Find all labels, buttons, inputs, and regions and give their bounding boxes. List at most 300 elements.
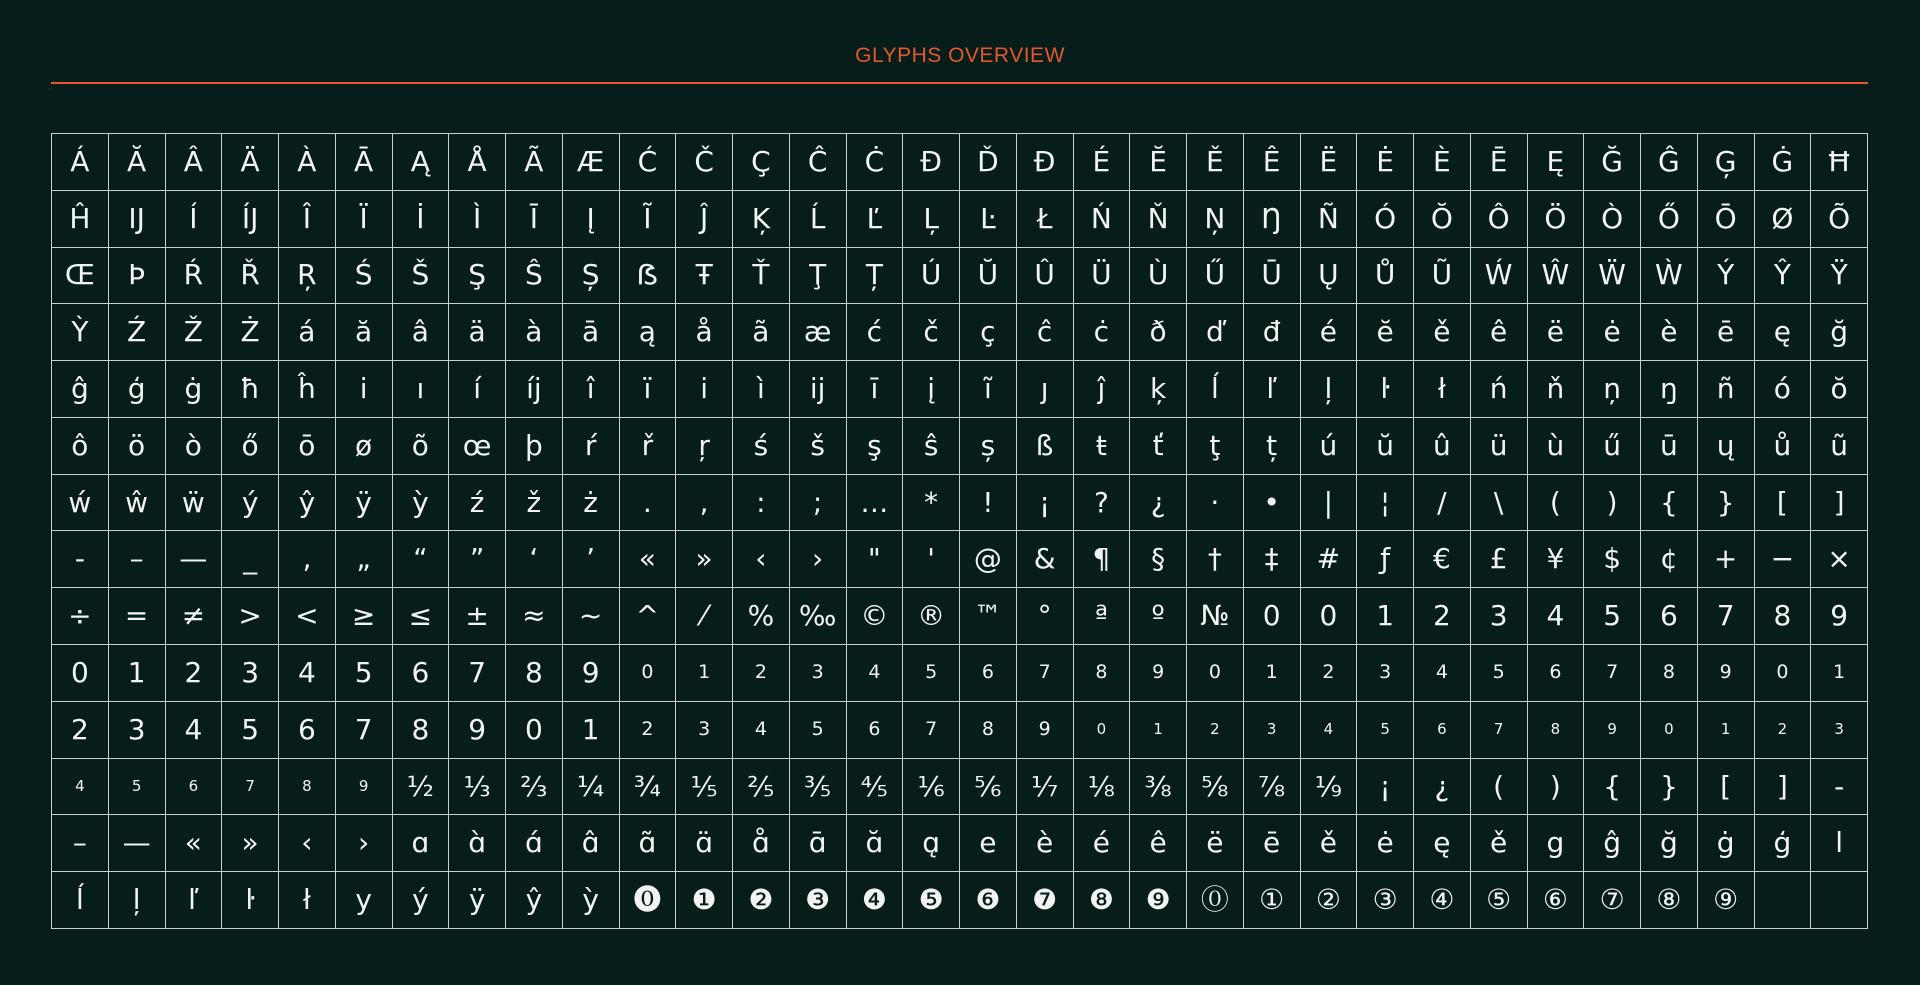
glyph-cell: ó bbox=[1755, 361, 1812, 418]
glyph-cell: 7 bbox=[222, 759, 279, 816]
glyph-cell: Ġ bbox=[1755, 134, 1812, 191]
glyph-cell: 0 bbox=[1301, 588, 1358, 645]
glyph-cell: ‘ bbox=[506, 531, 563, 588]
glyph-cell: × bbox=[1811, 531, 1868, 588]
glyph-cell: ③ bbox=[1357, 872, 1414, 929]
glyph-cell: 2 bbox=[1187, 702, 1244, 759]
glyph-cell: + bbox=[1698, 531, 1755, 588]
glyph-cell: ⅘ bbox=[847, 759, 904, 816]
glyph-cell: ” bbox=[449, 531, 506, 588]
glyph-cell: ß bbox=[1017, 418, 1074, 475]
glyph-cell: ’ bbox=[563, 531, 620, 588]
glyph-cell: ï bbox=[620, 361, 677, 418]
glyph-cell: / bbox=[1414, 475, 1471, 532]
glyph-cell: Ĩ bbox=[620, 191, 677, 248]
glyph-cell: ^ bbox=[620, 588, 677, 645]
glyph-cell: Ļ bbox=[903, 191, 960, 248]
glyph-cell: 3 bbox=[1471, 588, 1528, 645]
glyph-cell: … bbox=[847, 475, 904, 532]
glyph-cell: ª bbox=[1074, 588, 1131, 645]
glyph-cell: đ bbox=[1244, 304, 1301, 361]
glyph-cell: 2 bbox=[1301, 645, 1358, 702]
glyph-cell: Ç bbox=[733, 134, 790, 191]
glyph-cell: ŧ bbox=[1074, 418, 1131, 475]
glyph-cell: ) bbox=[1528, 759, 1585, 816]
glyph-cell: ŕ bbox=[563, 418, 620, 475]
glyph-cell: Ű bbox=[1187, 248, 1244, 305]
glyph-cell: ɑ̂ bbox=[563, 815, 620, 872]
glyph-cell: 6 bbox=[1528, 645, 1585, 702]
glyph-cell: ĺ bbox=[1187, 361, 1244, 418]
glyph-cell: ¾ bbox=[620, 759, 677, 816]
glyph-cell: ẞ bbox=[620, 248, 677, 305]
glyph-cell: ® bbox=[903, 588, 960, 645]
glyph-cell: ļ bbox=[1301, 361, 1358, 418]
glyph-cell: Ù bbox=[1130, 248, 1187, 305]
glyph-cell: 9 bbox=[1130, 645, 1187, 702]
glyph-cell: ì bbox=[733, 361, 790, 418]
glyph-cell: Ŏ bbox=[1414, 191, 1471, 248]
glyph-cell: ĺ bbox=[52, 872, 109, 929]
glyph-cell: ũ bbox=[1811, 418, 1868, 475]
glyph-cell: ¿ bbox=[1130, 475, 1187, 532]
glyph-cell: 8 bbox=[506, 645, 563, 702]
glyph-cell: 6 bbox=[393, 645, 450, 702]
glyph-cell: ? bbox=[1074, 475, 1131, 532]
glyph-cell: ỳ bbox=[563, 872, 620, 929]
glyph-cell: 3 bbox=[790, 645, 847, 702]
glyph-cell: Ĳ bbox=[109, 191, 166, 248]
glyph-cell: 4 bbox=[733, 702, 790, 759]
glyph-cell: ð bbox=[1130, 304, 1187, 361]
glyph-cell: 4 bbox=[52, 759, 109, 816]
glyph-cell: ɑ̃ bbox=[620, 815, 677, 872]
glyph-cell: Ĺ bbox=[790, 191, 847, 248]
glyph-cell: ‹ bbox=[733, 531, 790, 588]
glyph-cell: Ẃ bbox=[1471, 248, 1528, 305]
glyph-cell: ẅ bbox=[166, 475, 223, 532]
glyph-cell: 1 bbox=[563, 702, 620, 759]
glyph-cell: ø bbox=[336, 418, 393, 475]
glyph-cell: Ó bbox=[1357, 191, 1414, 248]
glyph-cell: ğ bbox=[1641, 815, 1698, 872]
glyph-cell: Ö bbox=[1528, 191, 1585, 248]
glyph-cell: 6 bbox=[279, 702, 336, 759]
glyph-cell: ŷ bbox=[279, 475, 336, 532]
glyph-cell: ł bbox=[279, 872, 336, 929]
glyph-cell: - bbox=[52, 531, 109, 588]
glyph-cell: Ț bbox=[847, 248, 904, 305]
glyph-cell: ų bbox=[1698, 418, 1755, 475]
glyph-cell: ò bbox=[166, 418, 223, 475]
glyph-cell: ⅙ bbox=[903, 759, 960, 816]
glyph-cell: ❽ bbox=[1074, 872, 1131, 929]
glyph-cell: 8 bbox=[1074, 645, 1131, 702]
glyph-cell: ❸ bbox=[790, 872, 847, 929]
page-title: GLYPHS OVERVIEW bbox=[855, 44, 1065, 67]
glyph-cell: ė bbox=[1357, 815, 1414, 872]
glyph-cell: íj bbox=[506, 361, 563, 418]
glyph-cell: 2 bbox=[1755, 702, 1812, 759]
glyph-cell: þ bbox=[506, 418, 563, 475]
glyph-cell: 2 bbox=[733, 645, 790, 702]
glyph-cell: y bbox=[336, 872, 393, 929]
glyph-cell: 4 bbox=[1301, 702, 1358, 759]
glyph-cell: 8 bbox=[1641, 645, 1698, 702]
glyph-cell: « bbox=[166, 815, 223, 872]
glyph-cell: œ bbox=[449, 418, 506, 475]
glyph-cell: İ bbox=[393, 191, 450, 248]
glyph-cell: º bbox=[1130, 588, 1187, 645]
glyph-cell: ] bbox=[1811, 475, 1868, 532]
glyph-cell: ❷ bbox=[733, 872, 790, 929]
glyph-cell: 0 bbox=[1641, 702, 1698, 759]
glyph-cell: 1 bbox=[1698, 702, 1755, 759]
glyph-cell: ġ bbox=[166, 361, 223, 418]
glyph-cell: ɑ̆ bbox=[847, 815, 904, 872]
glyph-cell: , bbox=[676, 475, 733, 532]
glyph-cell: 0 bbox=[506, 702, 563, 759]
glyph-cell: 1 bbox=[676, 645, 733, 702]
glyph-cell: ș bbox=[960, 418, 1017, 475]
glyph-cell: ¿ bbox=[1414, 759, 1471, 816]
glyph-cell: Ě bbox=[1187, 134, 1244, 191]
glyph-cell: - bbox=[1811, 759, 1868, 816]
glyph-cell: 0 bbox=[1187, 645, 1244, 702]
glyph-cell: ô bbox=[52, 418, 109, 475]
glyph-cell: † bbox=[1187, 531, 1244, 588]
glyph-cell: 7 bbox=[903, 702, 960, 759]
glyph-cell: ë bbox=[1528, 304, 1585, 361]
glyph-cell: | bbox=[1301, 475, 1358, 532]
glyph-cell: & bbox=[1017, 531, 1074, 588]
glyph-cell: ‡ bbox=[1244, 531, 1301, 588]
glyph-cell: Ū bbox=[1244, 248, 1301, 305]
glyph-cell: ń bbox=[1471, 361, 1528, 418]
glyph-cell: ¡ bbox=[1017, 475, 1074, 532]
glyph-cell: 8 bbox=[1755, 588, 1812, 645]
glyph-cell: : bbox=[733, 475, 790, 532]
glyph-cell: ğ bbox=[1811, 304, 1868, 361]
glyph-cell: ❶ bbox=[676, 872, 733, 929]
glyph-cell: Ș bbox=[563, 248, 620, 305]
glyph-cell: “ bbox=[393, 531, 450, 588]
glyph-cell: ¼ bbox=[563, 759, 620, 816]
glyph-cell: 4 bbox=[1528, 588, 1585, 645]
glyph-cell: ū bbox=[1641, 418, 1698, 475]
glyph-cell: Ĝ bbox=[1641, 134, 1698, 191]
glyph-cell: Ŭ bbox=[960, 248, 1017, 305]
glyph-cell: 4 bbox=[279, 645, 336, 702]
glyph-cell: ❼ bbox=[1017, 872, 1074, 929]
glyph-cell: ņ bbox=[1584, 361, 1641, 418]
glyph-cell: Ħ bbox=[1811, 134, 1868, 191]
glyph-cell: ❹ bbox=[847, 872, 904, 929]
glyph-cell: 8 bbox=[1528, 702, 1585, 759]
glyph-cell: ŭ bbox=[1357, 418, 1414, 475]
glyph-cell: − bbox=[1755, 531, 1812, 588]
glyph-cell: e bbox=[960, 815, 1017, 872]
glyph-cell: » bbox=[222, 815, 279, 872]
glyph-cell: ż bbox=[563, 475, 620, 532]
glyph-cell: 2 bbox=[1414, 588, 1471, 645]
glyph-cell: ë bbox=[1187, 815, 1244, 872]
glyph-cell: Ń bbox=[1074, 191, 1131, 248]
glyph-cell: „ bbox=[336, 531, 393, 588]
glyph-cell: Ŷ bbox=[1755, 248, 1812, 305]
glyph-cell: Ů bbox=[1357, 248, 1414, 305]
glyph-cell: 4 bbox=[166, 702, 223, 759]
glyph-cell: ą bbox=[620, 304, 677, 361]
glyph-cell: Ŀ bbox=[960, 191, 1017, 248]
glyph-cell: ê bbox=[1471, 304, 1528, 361]
glyph-cell: š bbox=[790, 418, 847, 475]
glyph-cell: ě bbox=[1414, 304, 1471, 361]
glyph-cell: ~ bbox=[563, 588, 620, 645]
glyph-cell: ⓪ bbox=[1187, 872, 1244, 929]
glyph-cell: é bbox=[1074, 815, 1131, 872]
glyph-cell: ę bbox=[1755, 304, 1812, 361]
glyph-cell: ů bbox=[1755, 418, 1812, 475]
glyph-cell: ❻ bbox=[960, 872, 1017, 929]
glyph-cell: 8 bbox=[393, 702, 450, 759]
glyph-cell: 9 bbox=[1584, 702, 1641, 759]
glyph-cell: ⅞ bbox=[1244, 759, 1301, 816]
glyph-cell: ÍJ bbox=[222, 191, 279, 248]
glyph-cell: 1 bbox=[1357, 588, 1414, 645]
glyph-cell: Ģ bbox=[1698, 134, 1755, 191]
glyph-cell: ę bbox=[1414, 815, 1471, 872]
glyph-cell: ⅕ bbox=[676, 759, 733, 816]
glyph-cell: 5 bbox=[790, 702, 847, 759]
glyph-cell: ⅔ bbox=[506, 759, 563, 816]
glyph-cell: ① bbox=[1244, 872, 1301, 929]
glyph-cell: ¡ bbox=[1357, 759, 1414, 816]
glyph-cell: ] bbox=[1755, 759, 1812, 816]
glyph-cell: č bbox=[903, 304, 960, 361]
glyph-cell: 5 bbox=[1584, 588, 1641, 645]
glyph-cell: ě bbox=[1471, 815, 1528, 872]
glyph-cell: } bbox=[1641, 759, 1698, 816]
glyph-cell: ř bbox=[620, 418, 677, 475]
glyph-cell: ĝ bbox=[52, 361, 109, 418]
glyph-cell: Ñ bbox=[1301, 191, 1358, 248]
glyph-cell: › bbox=[790, 531, 847, 588]
glyph-cell: ž bbox=[506, 475, 563, 532]
glyph-cell: î bbox=[563, 361, 620, 418]
glyph-cell: @ bbox=[960, 531, 1017, 588]
glyph-cell: 5 bbox=[109, 759, 166, 816]
glyph-cell: ‚ bbox=[279, 531, 336, 588]
glyph-cell: ħ bbox=[222, 361, 279, 418]
glyph-cell: ❾ bbox=[1130, 872, 1187, 929]
glyph-cell: Î bbox=[279, 191, 336, 248]
glyph-cell: 0 bbox=[1755, 645, 1812, 702]
glyph-cell: ō bbox=[279, 418, 336, 475]
glyph-cell: Ę bbox=[1528, 134, 1585, 191]
glyph-cell: ⑨ bbox=[1698, 872, 1755, 929]
glyph-cell: 0 bbox=[52, 645, 109, 702]
glyph-cell: 5 bbox=[903, 645, 960, 702]
glyph-cell: ŀ bbox=[222, 872, 279, 929]
glyph-cell: \ bbox=[1471, 475, 1528, 532]
glyph-cell: ⅓ bbox=[449, 759, 506, 816]
glyph-cell: Õ bbox=[1811, 191, 1868, 248]
glyph-cell: Ã bbox=[506, 134, 563, 191]
glyph-cell: ¥ bbox=[1528, 531, 1585, 588]
glyph-cell: ± bbox=[449, 588, 506, 645]
glyph-cell: ɑ̀ bbox=[449, 815, 506, 872]
glyph-cell: è bbox=[1017, 815, 1074, 872]
glyph-cell: 5 bbox=[1357, 702, 1414, 759]
glyph-cell: ) bbox=[1584, 475, 1641, 532]
glyph-cell: À bbox=[279, 134, 336, 191]
glyph-cell: [ bbox=[1755, 475, 1812, 532]
glyph-cell: _ bbox=[222, 531, 279, 588]
glyph-cell: Ņ bbox=[1187, 191, 1244, 248]
glyph-cell: Ţ bbox=[790, 248, 847, 305]
glyph-cell: 0 bbox=[1244, 588, 1301, 645]
glyph-cell: Ú bbox=[903, 248, 960, 305]
glyph-cell: ỳ bbox=[393, 475, 450, 532]
glyph-cell: Þ bbox=[109, 248, 166, 305]
glyph-cell: É bbox=[1074, 134, 1131, 191]
glyph-cell: ‰ bbox=[790, 588, 847, 645]
glyph-cell: ⅑ bbox=[1301, 759, 1358, 816]
glyph-cell: Ẅ bbox=[1584, 248, 1641, 305]
glyph-cell: 9 bbox=[1811, 588, 1868, 645]
glyph-cell: Ĉ bbox=[790, 134, 847, 191]
glyph-cell: i bbox=[676, 361, 733, 418]
glyph-cell: Ą bbox=[393, 134, 450, 191]
glyph-cell: • bbox=[1244, 475, 1301, 532]
glyph-cell: 9 bbox=[449, 702, 506, 759]
glyph-cell: Ł bbox=[1017, 191, 1074, 248]
glyph-cell: ĥ bbox=[279, 361, 336, 418]
glyph-cell: ț bbox=[1244, 418, 1301, 475]
glyph-cell: ( bbox=[1528, 475, 1585, 532]
glyph-cell: ÷ bbox=[52, 588, 109, 645]
glyph-cell: ŗ bbox=[676, 418, 733, 475]
glyph-cell: ŷ bbox=[506, 872, 563, 929]
glyph-cell: ŵ bbox=[109, 475, 166, 532]
glyph-cell: į bbox=[903, 361, 960, 418]
glyph-cell: ④ bbox=[1414, 872, 1471, 929]
glyph-cell: » bbox=[676, 531, 733, 588]
glyph-cell: Ř bbox=[222, 248, 279, 305]
glyph-cell: Á bbox=[52, 134, 109, 191]
glyph-cell: 5 bbox=[1471, 645, 1528, 702]
glyph-cell: Ï bbox=[336, 191, 393, 248]
glyph-cell: Ċ bbox=[847, 134, 904, 191]
glyph-cell: { bbox=[1584, 759, 1641, 816]
glyph-cell: ľ bbox=[1244, 361, 1301, 418]
glyph-cell: ② bbox=[1301, 872, 1358, 929]
glyph-cell: ½ bbox=[393, 759, 450, 816]
glyph-cell: ī bbox=[847, 361, 904, 418]
glyph-cell: 9 bbox=[1017, 702, 1074, 759]
glyph-cell: Į bbox=[563, 191, 620, 248]
glyph-cell: 9 bbox=[336, 759, 393, 816]
glyph-cell: { bbox=[1641, 475, 1698, 532]
title-divider bbox=[51, 82, 1868, 84]
glyph-cell: ≤ bbox=[393, 588, 450, 645]
glyph-cell: ⅗ bbox=[790, 759, 847, 816]
glyph-cell: ý bbox=[393, 872, 450, 929]
glyph-cell: 3 bbox=[1811, 702, 1868, 759]
glyph-cell: 7 bbox=[1017, 645, 1074, 702]
glyph-cell: Ž bbox=[166, 304, 223, 361]
glyph-cell: ° bbox=[1017, 588, 1074, 645]
glyph-cell: Ų bbox=[1301, 248, 1358, 305]
glyph-cell: — bbox=[166, 531, 223, 588]
glyph-cell: ċ bbox=[1074, 304, 1131, 361]
glyph-cell: . bbox=[620, 475, 677, 532]
glyph-cell: Ā bbox=[336, 134, 393, 191]
glyph-cell: ⁄ bbox=[676, 588, 733, 645]
glyph-cell: Ÿ bbox=[1811, 248, 1868, 305]
glyph-cell: > bbox=[222, 588, 279, 645]
glyph-cell: 8 bbox=[279, 759, 336, 816]
glyph-cell: ŝ bbox=[903, 418, 960, 475]
glyph-cell: ď bbox=[1187, 304, 1244, 361]
glyph-cell: ⑧ bbox=[1641, 872, 1698, 929]
glyph-cell: 8 bbox=[960, 702, 1017, 759]
glyph-cell: ⑤ bbox=[1471, 872, 1528, 929]
glyph-cell: 3 bbox=[1357, 645, 1414, 702]
glyph-cell: Ė bbox=[1357, 134, 1414, 191]
glyph-cell: ÿ bbox=[449, 872, 506, 929]
glyph-cell: È bbox=[1414, 134, 1471, 191]
glyph-cell: ! bbox=[960, 475, 1017, 532]
glyph-cell: – bbox=[52, 815, 109, 872]
glyph-cell: 6 bbox=[960, 645, 1017, 702]
glyph-cell: Æ bbox=[563, 134, 620, 191]
glyph-cell: 2 bbox=[52, 702, 109, 759]
glyph-cell: ƒ bbox=[1357, 531, 1414, 588]
glyph-cell: ❺ bbox=[903, 872, 960, 929]
glyph-cell: 1 bbox=[1811, 645, 1868, 702]
glyph-cell: ş bbox=[847, 418, 904, 475]
glyph-cell: Ŝ bbox=[506, 248, 563, 305]
glyph-cell: à bbox=[506, 304, 563, 361]
glyph-cell: Ż bbox=[222, 304, 279, 361]
glyph-cell: õ bbox=[393, 418, 450, 475]
glyph-cell: ⅛ bbox=[1074, 759, 1131, 816]
glyph-cell: â bbox=[393, 304, 450, 361]
glyph-cell: ö bbox=[109, 418, 166, 475]
glyph-cell: i bbox=[336, 361, 393, 418]
glyph-cell: ; bbox=[790, 475, 847, 532]
glyph-cell: Ć bbox=[620, 134, 677, 191]
glyph-cell: 2 bbox=[620, 702, 677, 759]
glyph-cell: û bbox=[1414, 418, 1471, 475]
glyph-cell: ı bbox=[393, 361, 450, 418]
glyph-cell: · bbox=[1187, 475, 1244, 532]
glyph-cell: 6 bbox=[1414, 702, 1471, 759]
glyph-cell: ġ bbox=[1698, 815, 1755, 872]
glyph-cell: Đ bbox=[1017, 134, 1074, 191]
glyph-cell: Ŵ bbox=[1528, 248, 1585, 305]
glyph-cell: Ī bbox=[506, 191, 563, 248]
glyph-cell: Â bbox=[166, 134, 223, 191]
glyph-cell: Ē bbox=[1471, 134, 1528, 191]
glyph-cell: Ş bbox=[449, 248, 506, 305]
glyph-cell: Ŗ bbox=[279, 248, 336, 305]
glyph-cell: Ň bbox=[1130, 191, 1187, 248]
glyph-cell: ť bbox=[1130, 418, 1187, 475]
glyph-cell: ő bbox=[222, 418, 279, 475]
